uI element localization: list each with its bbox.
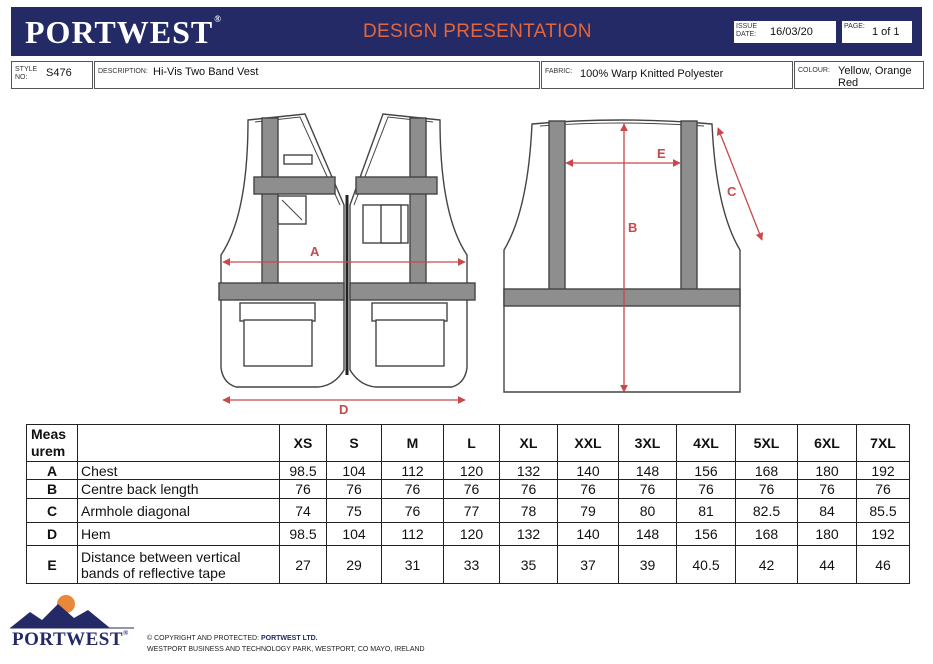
cell-value: 85.5: [857, 499, 910, 523]
size-header: L: [444, 425, 500, 462]
cell-value: 81: [677, 499, 736, 523]
size-header: S: [327, 425, 382, 462]
cell-value: 148: [619, 462, 677, 480]
cell-value: 120: [444, 462, 500, 480]
cell-value: 156: [677, 462, 736, 480]
cell-value: 40.5: [677, 546, 736, 584]
cell-value: 84: [798, 499, 857, 523]
table-row: [27, 480, 910, 499]
table-row: [27, 546, 910, 584]
portwest-logo: PORTWEST®: [25, 14, 222, 50]
cell-value: 140: [558, 523, 619, 546]
cell-value: 46: [857, 546, 910, 584]
cell-value: 132: [500, 523, 558, 546]
cell-value: 79: [558, 499, 619, 523]
row-description: Chest: [78, 462, 280, 480]
cell-value: 168: [736, 462, 798, 480]
size-header: XL: [500, 425, 558, 462]
size-header: M: [382, 425, 444, 462]
cell-value: 76: [558, 480, 619, 499]
cell-value: 44: [798, 546, 857, 584]
issue-date-value: 16/03/20: [770, 26, 813, 38]
colour-value: Yellow, Orange Red: [838, 65, 912, 89]
style-value: S476: [46, 67, 72, 79]
cell-value: 192: [857, 462, 910, 480]
row-code: A: [27, 462, 78, 480]
cell-value: 168: [736, 523, 798, 546]
style-label: STYLE NO:: [15, 66, 38, 81]
size-header: 4XL: [677, 425, 736, 462]
label-d: D: [339, 402, 349, 417]
table-row: [27, 499, 910, 523]
cell-value: 39: [619, 546, 677, 584]
page-title: DESIGN PRESENTATION: [363, 21, 592, 42]
size-header: 7XL: [857, 425, 910, 462]
size-header: 5XL: [736, 425, 798, 462]
cell-value: 35: [500, 546, 558, 584]
row-code: C: [27, 499, 78, 523]
cell-value: 98.5: [280, 462, 327, 480]
vest-back-view: [504, 120, 740, 392]
fabric-label: FABRIC:: [545, 68, 573, 75]
label-b: B: [628, 220, 638, 235]
row-description: Hem: [78, 523, 280, 546]
cell-value: 76: [382, 480, 444, 499]
cell-value: 112: [382, 462, 444, 480]
fabric-value: 100% Warp Knitted Polyester: [580, 68, 724, 80]
cell-value: 76: [857, 480, 910, 499]
cell-value: 75: [327, 499, 382, 523]
size-header: 3XL: [619, 425, 677, 462]
cell-value: 80: [619, 499, 677, 523]
cell-value: 148: [619, 523, 677, 546]
issue-date-label: ISSUE DATE:: [736, 23, 758, 38]
cell-value: 31: [382, 546, 444, 584]
cell-value: 42: [736, 546, 798, 584]
size-header: 6XL: [798, 425, 857, 462]
cell-value: 77: [444, 499, 500, 523]
cell-value: 82.5: [736, 499, 798, 523]
measurement-table: [26, 424, 910, 584]
cell-value: 104: [327, 523, 382, 546]
cell-value: 156: [677, 523, 736, 546]
copyright-notice: © COPYRIGHT AND PROTECTED: PORTWEST LTD. WESTPORT BUSINESS AND TECHNOLOGY PARK, WESTPORT, CO MAYO, IRELAND: [147, 635, 425, 653]
cell-value: 76: [798, 480, 857, 499]
table-row: [27, 523, 910, 546]
cell-value: 104: [327, 462, 382, 480]
cell-value: 112: [382, 523, 444, 546]
cell-value: 180: [798, 462, 857, 480]
cell-value: 76: [382, 499, 444, 523]
size-header: XS: [280, 425, 327, 462]
vest-front-view: [219, 114, 475, 387]
row-code: D: [27, 523, 78, 546]
description-value: Hi-Vis Two Band Vest: [153, 66, 259, 78]
cell-value: 33: [444, 546, 500, 584]
cell-value: 78: [500, 499, 558, 523]
cell-value: 192: [857, 523, 910, 546]
cell-value: 27: [280, 546, 327, 584]
cell-value: 76: [619, 480, 677, 499]
page-value: 1 of 1: [872, 26, 900, 38]
cell-value: 76: [500, 480, 558, 499]
cell-value: 29: [327, 546, 382, 584]
cell-value: 180: [798, 523, 857, 546]
header-blank: [78, 425, 280, 462]
label-c: C: [727, 184, 737, 199]
cell-value: 76: [327, 480, 382, 499]
cell-value: 132: [500, 462, 558, 480]
cell-value: 76: [736, 480, 798, 499]
table-header-row: [27, 425, 910, 462]
label-e: E: [657, 146, 666, 161]
cell-value: 76: [677, 480, 736, 499]
label-a: A: [310, 244, 320, 259]
colour-label: COLOUR:: [798, 67, 830, 74]
cell-value: 74: [280, 499, 327, 523]
table-row: [27, 462, 910, 480]
row-description: Centre back length: [78, 480, 280, 499]
description-label: DESCRIPTION:: [98, 68, 148, 75]
cell-value: 37: [558, 546, 619, 584]
measurement-header: Meas urem: [27, 425, 78, 462]
row-description: Distance between vertical bands of reflective tape: [78, 546, 280, 584]
row-code: B: [27, 480, 78, 499]
row-code: E: [27, 546, 78, 584]
page-label: PAGE:: [844, 23, 865, 30]
cell-value: 98.5: [280, 523, 327, 546]
cell-value: 140: [558, 462, 619, 480]
row-description: Armhole diagonal: [78, 499, 280, 523]
footer-logo: PORTWEST®: [12, 629, 129, 650]
cell-value: 120: [444, 523, 500, 546]
cell-value: 76: [280, 480, 327, 499]
cell-value: 76: [444, 480, 500, 499]
size-header: XXL: [558, 425, 619, 462]
